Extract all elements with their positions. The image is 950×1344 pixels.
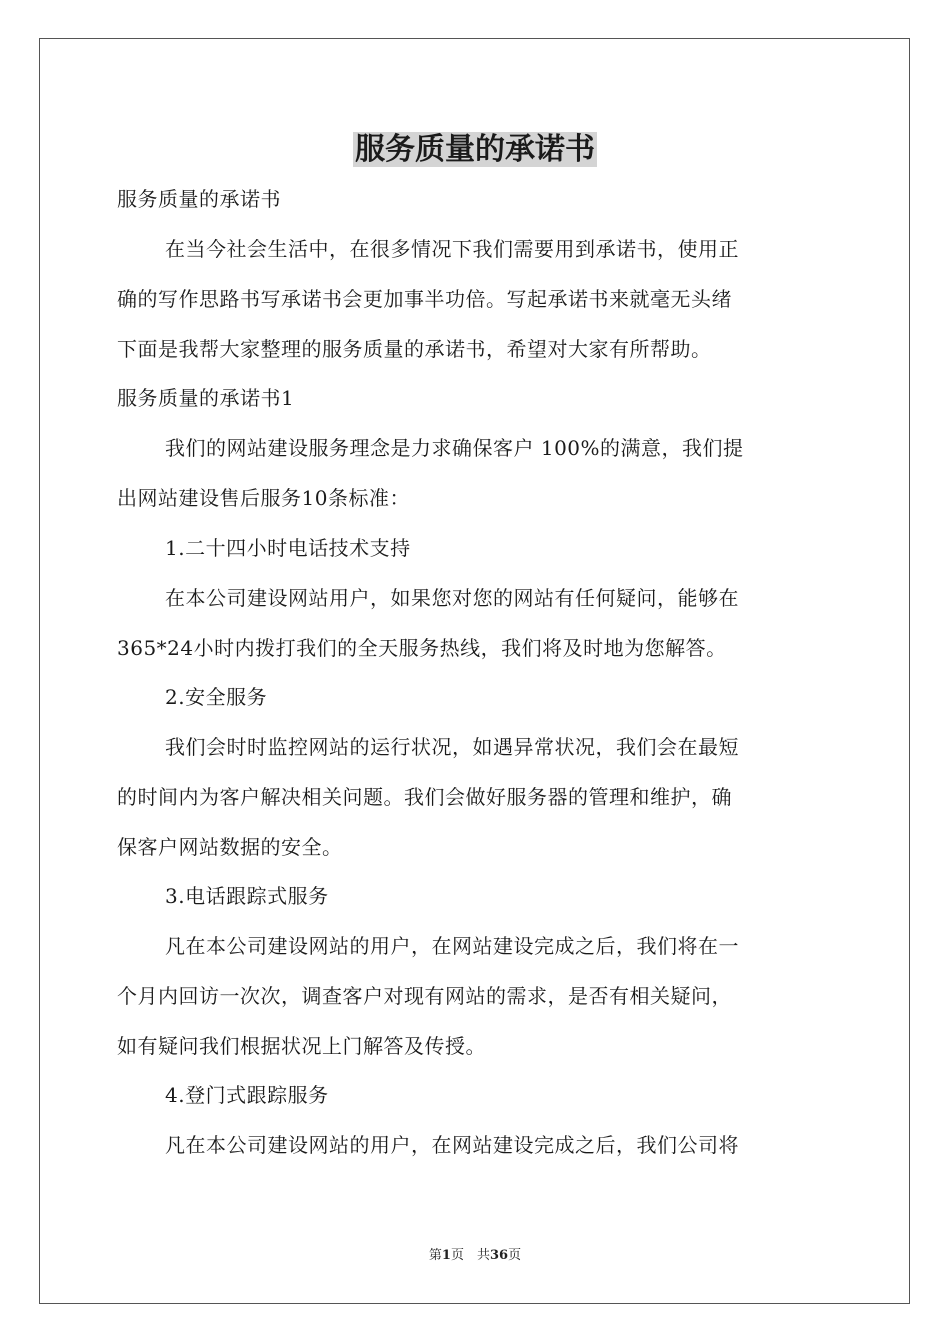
- list-heading: 3.电话跟踪式服务: [165, 884, 329, 908]
- list-heading: 2.安全服务: [165, 685, 268, 709]
- document-title-text: 服务质量的承诺书: [355, 132, 595, 167]
- body-line: 在当今社会生活中，在很多情况下我们需要用到承诺书，使用正: [165, 237, 739, 261]
- footer-suffix: 页: [508, 1248, 522, 1263]
- body-line: 出网站建设售后服务10条标准：: [117, 486, 410, 510]
- body-line: 365*24小时内拨打我们的全天服务热线，我们将及时地为您解答。: [117, 636, 727, 660]
- page-border: [39, 38, 910, 1304]
- body-line: 我们的网站建设服务理念是力求确保客户 100%的满意，我们提: [165, 436, 744, 460]
- list-heading: 4.登门式跟踪服务: [165, 1083, 329, 1107]
- list-heading: 1.二十四小时电话技术支持: [165, 536, 411, 560]
- document-title: [0, 128, 950, 172]
- body-line: 下面是我帮大家整理的服务质量的承诺书，希望对大家有所帮助。: [117, 337, 712, 361]
- body-line: 服务质量的承诺书: [117, 187, 281, 211]
- section-heading: 服务质量的承诺书1: [117, 386, 295, 410]
- body-line: 在本公司建设网站用户，如果您对您的网站有任何疑问，能够在: [165, 586, 739, 610]
- page-footer: [0, 1247, 950, 1265]
- body-line: 凡在本公司建设网站的用户，在网站建设完成之后，我们将在一: [165, 934, 739, 958]
- footer-current-page: 1: [441, 1248, 451, 1263]
- footer-total-pages: 36: [489, 1248, 509, 1263]
- body-line: 个月内回访一次次，调查客户对现有网站的需求，是否有相关疑问，: [117, 984, 732, 1008]
- footer-mid: 页 共: [450, 1248, 490, 1263]
- body-line: 凡在本公司建设网站的用户，在网站建设完成之后，我们公司将: [165, 1133, 739, 1157]
- body-line: 的时间内为客户解决相关问题。我们会做好服务器的管理和维护，确: [117, 785, 732, 809]
- body-line: 确的写作思路书写承诺书会更加事半功倍。写起承诺书来就毫无头绪: [117, 287, 732, 311]
- body-line: 我们会时时监控网站的运行状况，如遇异常状况，我们会在最短: [165, 735, 739, 759]
- body-line: 保客户网站数据的安全。: [117, 835, 343, 859]
- footer-prefix: 第: [428, 1248, 442, 1263]
- body-line: 如有疑问我们根据状况上门解答及传授。: [117, 1034, 486, 1058]
